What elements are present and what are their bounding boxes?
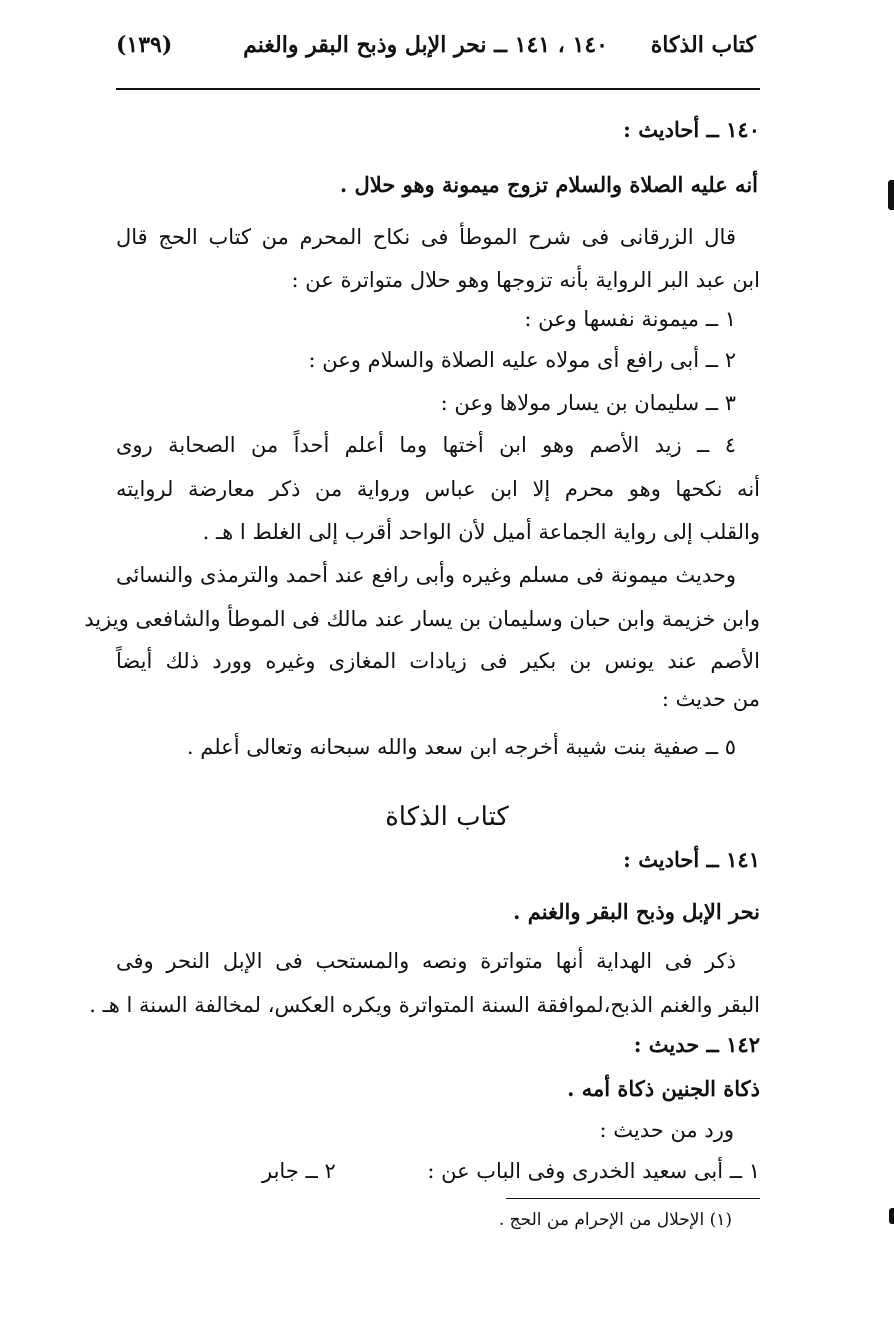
header-book-title: كتاب الذكاة: [650, 32, 756, 58]
chapter-title: كتاب الذكاة: [385, 802, 509, 832]
section-140-item-5: ٥ ــ صفية بنت شيبة أخرجه ابن سعد والله سبحانه وتعالى أعلم .: [186, 735, 736, 759]
section-140-item-3: ٣ ــ سليمان بن يسار مولاها وعن :: [440, 391, 736, 415]
running-header: [112, 30, 760, 80]
scan-edge-mark: [888, 180, 894, 210]
section-141-subject: نحر الإبل وذبح البقر والغنم .: [513, 899, 760, 924]
section-140-item-4-line3: والقلب إلى رواية الجماعة أميل لأن الواحد أقرب إلى الغلط ا هـ .: [202, 520, 760, 544]
section-140-para2-line4: من حديث :: [661, 687, 760, 711]
page-number: (١٣٩): [116, 32, 173, 58]
section-142-item-1: ١ ــ أبى سعيد الخدرى وفى الباب عن :: [427, 1159, 760, 1183]
header-section-title: ١٤٠ ، ١٤١ ــ نحر الإبل وذبح البقر والغنم: [243, 32, 608, 58]
section-140-item-2: ٢ ــ أبى رافع أى مولاه عليه الصلاة والسلام وعن :: [308, 348, 736, 372]
section-141-para-line2: البقر والغنم الذبح،لموافقة السنة المتواترة ويكره العكس، لمخالفة السنة ا هـ .: [89, 993, 760, 1017]
section-140-para2-line2: وابن خزيمة وابن حبان وسليمان بن يسار عند مالك فى الموطأ والشافعى ويزيد: [84, 607, 760, 631]
section-140-heading: ١٤٠ ــ أحاديث :: [623, 117, 760, 142]
section-140-para1-line1: قال الزرقانى فى شرح الموطأ فى نكاح المحرم من كتاب الحج قال: [116, 225, 736, 249]
section-140-item-4-line1: ٤ ــ زيد الأصم وهو ابن أختها وما أعلم أحداً من الصحابة روى: [116, 433, 736, 457]
footnote: (١) الإحلال من الإحرام من الحج .: [498, 1210, 732, 1230]
section-142-intro: ورد من حديث :: [599, 1118, 734, 1142]
section-140-item-1: ١ ــ ميمونة نفسها وعن :: [524, 307, 736, 331]
scan-edge-mark: [889, 1208, 894, 1224]
section-142-heading: ١٤٢ ــ حديث :: [633, 1032, 760, 1057]
section-141-para-line1: ذكر فى الهداية أنها متواترة ونصه والمستحب فى الإبل النحر وفى: [116, 949, 736, 973]
header-divider: [116, 88, 760, 90]
section-140-para1-line2: ابن عبد البر الرواية بأنه تزوجها وهو حلال متواترة عن :: [291, 268, 760, 292]
section-142-subject: ذكاة الجنين ذكاة أمه .: [567, 1076, 760, 1101]
section-140-subject: أنه عليه الصلاة والسلام تزوج ميمونة وهو حلال .: [339, 172, 758, 197]
section-140-para2-line3: الأصم عند يونس بن بكير فى زيادات المغازى وغيره وورد ذلك أيضاً: [116, 649, 760, 673]
footnote-divider: [506, 1198, 760, 1199]
section-142-item-2: ٢ ــ جابر: [262, 1159, 336, 1183]
section-140-para2-line1: وحديث ميمونة فى مسلم وغيره وأبى رافع عند أحمد والترمذى والنسائى: [116, 563, 736, 587]
section-140-item-4-line2: أنه نكحها وهو محرم إلا ابن عباس ورواية من ذكر معارضة لروايته: [116, 477, 760, 501]
section-141-heading: ١٤١ ــ أحاديث :: [623, 847, 760, 872]
